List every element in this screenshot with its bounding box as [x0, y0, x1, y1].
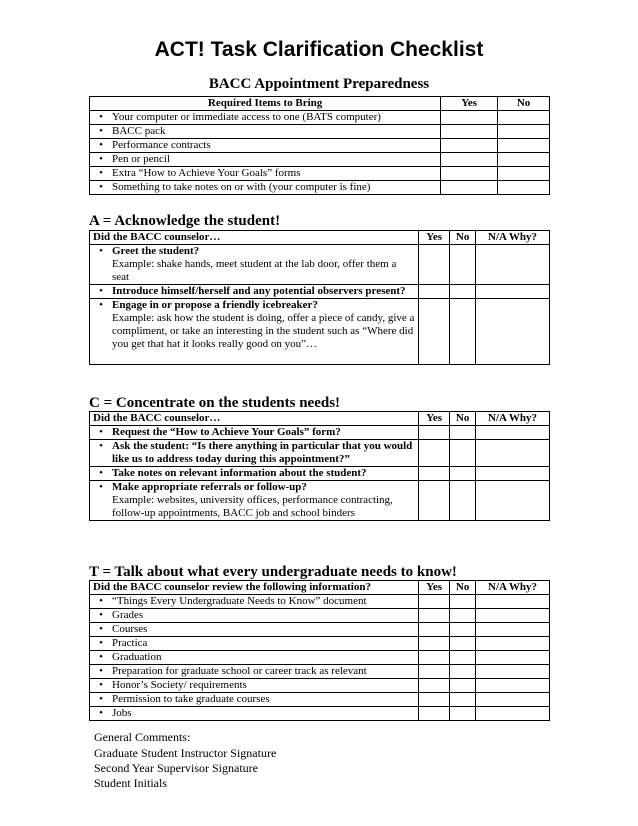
- table-row: [90, 426, 550, 440]
- review-item: Courses: [112, 623, 148, 635]
- no-checkbox-cell[interactable]: [450, 481, 476, 521]
- student-initials-label: Student Initials: [94, 776, 167, 790]
- na-why-header: N/A Why?: [476, 231, 550, 245]
- table-row: [90, 181, 550, 195]
- bullet-icon: •: [99, 181, 103, 193]
- na-why-cell[interactable]: [476, 299, 550, 365]
- na-why-cell[interactable]: [476, 651, 550, 665]
- no-header: No: [450, 231, 476, 245]
- prep-header-row: [90, 97, 550, 111]
- no-checkbox-cell[interactable]: [498, 139, 550, 153]
- no-checkbox-cell[interactable]: [450, 651, 476, 665]
- no-checkbox-cell[interactable]: [450, 299, 476, 365]
- table-row: [90, 665, 550, 679]
- table-row: [90, 609, 550, 623]
- section-t-heading: T = Talk about what every undergraduate needs to know!: [89, 564, 457, 580]
- yes-checkbox-cell[interactable]: [441, 153, 498, 167]
- table-row: [90, 153, 550, 167]
- bullet-icon: •: [99, 167, 103, 179]
- yes-checkbox-cell[interactable]: [419, 245, 450, 285]
- question-detail: Example: shake hands, meet student at the lab door, offer them a seat: [112, 258, 397, 283]
- na-why-cell[interactable]: [476, 481, 550, 521]
- no-checkbox-cell[interactable]: [450, 245, 476, 285]
- table-row: [90, 111, 550, 125]
- no-header: No: [450, 412, 476, 426]
- yes-header: Yes: [419, 412, 450, 426]
- no-checkbox-cell[interactable]: [498, 153, 550, 167]
- bullet-icon: •: [99, 467, 103, 479]
- bullet-icon: •: [99, 426, 103, 438]
- table-row: [90, 693, 550, 707]
- prep-no-header: No: [498, 97, 550, 111]
- no-checkbox-cell[interactable]: [450, 707, 476, 721]
- section-a-table: [89, 230, 550, 365]
- section-c-header-row: [90, 412, 550, 426]
- bullet-icon: •: [99, 707, 103, 719]
- question-title: Engage in or propose a friendly icebreaker?: [112, 299, 318, 311]
- table-row: [90, 285, 550, 299]
- review-item: Graduation: [112, 651, 162, 663]
- no-checkbox-cell[interactable]: [450, 426, 476, 440]
- na-why-cell[interactable]: [476, 679, 550, 693]
- yes-checkbox-cell[interactable]: [441, 111, 498, 125]
- bullet-icon: •: [99, 245, 103, 257]
- table-row: [90, 679, 550, 693]
- yes-checkbox-cell[interactable]: [419, 637, 450, 651]
- prep-item: Your computer or immediate access to one (BATS computer): [112, 111, 381, 123]
- review-item: Practica: [112, 637, 148, 649]
- yes-checkbox-cell[interactable]: [419, 693, 450, 707]
- table-row: [90, 245, 550, 285]
- review-item: Permission to take graduate courses: [112, 693, 270, 705]
- yes-checkbox-cell[interactable]: [419, 467, 450, 481]
- bullet-icon: •: [99, 637, 103, 649]
- yes-checkbox-cell[interactable]: [419, 651, 450, 665]
- na-why-cell[interactable]: [476, 426, 550, 440]
- general-comments-label: General Comments:: [94, 730, 191, 744]
- prep-item: Pen or pencil: [112, 153, 171, 165]
- review-item: Jobs: [112, 707, 132, 719]
- review-item: Honor’s Society/ requirements: [112, 679, 247, 691]
- question-title: Take notes on relevant information about the student?: [112, 467, 367, 479]
- prep-table: [89, 96, 550, 195]
- no-checkbox-cell[interactable]: [450, 665, 476, 679]
- prep-item: Something to take notes on or with (your computer is fine): [112, 181, 371, 193]
- no-checkbox-cell[interactable]: [498, 125, 550, 139]
- na-why-cell[interactable]: [476, 609, 550, 623]
- yes-header: Yes: [419, 231, 450, 245]
- bullet-icon: •: [99, 693, 103, 705]
- section-c-header: Did the BACC counselor…: [90, 412, 419, 426]
- section-c-table: [89, 411, 550, 521]
- na-why-cell[interactable]: [476, 623, 550, 637]
- table-row: [90, 481, 550, 521]
- section-a-header: Did the BACC counselor…: [90, 231, 419, 245]
- na-why-cell[interactable]: [476, 707, 550, 721]
- bullet-icon: •: [99, 153, 103, 165]
- section-a-header-row: [90, 231, 550, 245]
- yes-checkbox-cell[interactable]: [441, 181, 498, 195]
- bullet-icon: •: [99, 440, 103, 452]
- question-title: Introduce himself/herself and any potential observers present?: [112, 285, 406, 297]
- table-row: [90, 637, 550, 651]
- instructor-signature-label: Graduate Student Instructor Signature: [94, 746, 277, 760]
- review-item: “Things Every Undergraduate Needs to Know” document: [112, 595, 367, 607]
- table-row: [90, 139, 550, 153]
- no-header: No: [450, 581, 476, 595]
- question-title: Greet the student?: [112, 245, 200, 257]
- yes-checkbox-cell[interactable]: [419, 623, 450, 637]
- no-checkbox-cell[interactable]: [450, 440, 476, 467]
- na-why-cell[interactable]: [476, 285, 550, 299]
- review-item: Preparation for graduate school or career track as relevant: [112, 665, 367, 677]
- yes-checkbox-cell[interactable]: [441, 125, 498, 139]
- yes-checkbox-cell[interactable]: [419, 679, 450, 693]
- section-t-header-row: [90, 581, 550, 595]
- bullet-icon: •: [99, 299, 103, 311]
- no-checkbox-cell[interactable]: [498, 181, 550, 195]
- question-title: Request the “How to Achieve Your Goals” form?: [112, 426, 341, 438]
- yes-checkbox-cell[interactable]: [419, 665, 450, 679]
- review-item: Grades: [112, 609, 144, 621]
- yes-checkbox-cell[interactable]: [419, 707, 450, 721]
- bullet-icon: •: [99, 651, 103, 663]
- no-checkbox-cell[interactable]: [450, 467, 476, 481]
- prep-item: Extra “How to Achieve Your Goals” forms: [112, 167, 301, 179]
- supervisor-signature-label: Second Year Supervisor Signature: [94, 761, 258, 775]
- table-row: [90, 623, 550, 637]
- yes-checkbox-cell[interactable]: [419, 595, 450, 609]
- na-why-header: N/A Why?: [476, 412, 550, 426]
- table-row: [90, 299, 550, 365]
- table-row: [90, 467, 550, 481]
- yes-checkbox-cell[interactable]: [419, 481, 450, 521]
- question-detail: Example: websites, university offices, performance contracting, follow-up appointments, BACC job and school binders: [112, 494, 393, 519]
- bullet-icon: •: [99, 139, 103, 151]
- bullet-icon: •: [99, 125, 103, 137]
- table-row: [90, 167, 550, 181]
- bullet-icon: •: [99, 481, 103, 493]
- yes-checkbox-cell[interactable]: [419, 426, 450, 440]
- section-a-heading: A = Acknowledge the student!: [89, 213, 281, 229]
- bullet-icon: •: [99, 111, 103, 123]
- table-row: [90, 440, 550, 467]
- na-why-cell[interactable]: [476, 440, 550, 467]
- no-checkbox-cell[interactable]: [450, 285, 476, 299]
- na-why-cell[interactable]: [476, 245, 550, 285]
- yes-checkbox-cell[interactable]: [419, 285, 450, 299]
- na-why-cell[interactable]: [476, 665, 550, 679]
- yes-checkbox-cell[interactable]: [419, 440, 450, 467]
- prep-yes-header: Yes: [441, 97, 498, 111]
- section-t-table: [89, 580, 550, 721]
- na-why-header: N/A Why?: [476, 581, 550, 595]
- page-title: ACT! Task Clarification Checklist: [154, 38, 484, 61]
- no-checkbox-cell[interactable]: [450, 595, 476, 609]
- yes-checkbox-cell[interactable]: [441, 139, 498, 153]
- question-title: Ask the student: “Is there anything in particular that you would like us to address today during this appointment?”: [112, 440, 413, 465]
- na-why-cell[interactable]: [476, 467, 550, 481]
- bullet-icon: •: [99, 665, 103, 677]
- na-why-cell[interactable]: [476, 693, 550, 707]
- section-c-heading: C = Concentrate on the students needs!: [89, 395, 341, 411]
- prep-item: BACC pack: [112, 125, 166, 137]
- na-why-cell[interactable]: [476, 637, 550, 651]
- bullet-icon: •: [99, 285, 103, 297]
- question-title: Make appropriate referrals or follow-up?: [112, 481, 307, 493]
- bullet-icon: •: [99, 623, 103, 635]
- table-row: [90, 595, 550, 609]
- yes-header: Yes: [419, 581, 450, 595]
- prep-header: Required Items to Bring: [90, 97, 441, 111]
- no-checkbox-cell[interactable]: [450, 623, 476, 637]
- no-checkbox-cell[interactable]: [450, 609, 476, 623]
- no-checkbox-cell[interactable]: [498, 167, 550, 181]
- bullet-icon: •: [99, 609, 103, 621]
- page-subtitle: BACC Appointment Preparedness: [208, 76, 430, 92]
- yes-checkbox-cell[interactable]: [441, 167, 498, 181]
- question-detail: Example: ask how the student is doing, offer a piece of candy, give a compliment, or take an interesting in the student such as “Where did you get that hat it looks really good on you”…: [112, 312, 415, 350]
- bullet-icon: •: [99, 595, 103, 607]
- no-checkbox-cell[interactable]: [450, 693, 476, 707]
- no-checkbox-cell[interactable]: [450, 679, 476, 693]
- table-row: [90, 707, 550, 721]
- na-why-cell[interactable]: [476, 595, 550, 609]
- yes-checkbox-cell[interactable]: [419, 609, 450, 623]
- no-checkbox-cell[interactable]: [498, 111, 550, 125]
- prep-item: Performance contracts: [112, 139, 211, 151]
- bullet-icon: •: [99, 679, 103, 691]
- table-row: [90, 651, 550, 665]
- section-t-header: Did the BACC counselor review the following information?: [90, 581, 419, 595]
- table-row: [90, 125, 550, 139]
- yes-checkbox-cell[interactable]: [419, 299, 450, 365]
- no-checkbox-cell[interactable]: [450, 637, 476, 651]
